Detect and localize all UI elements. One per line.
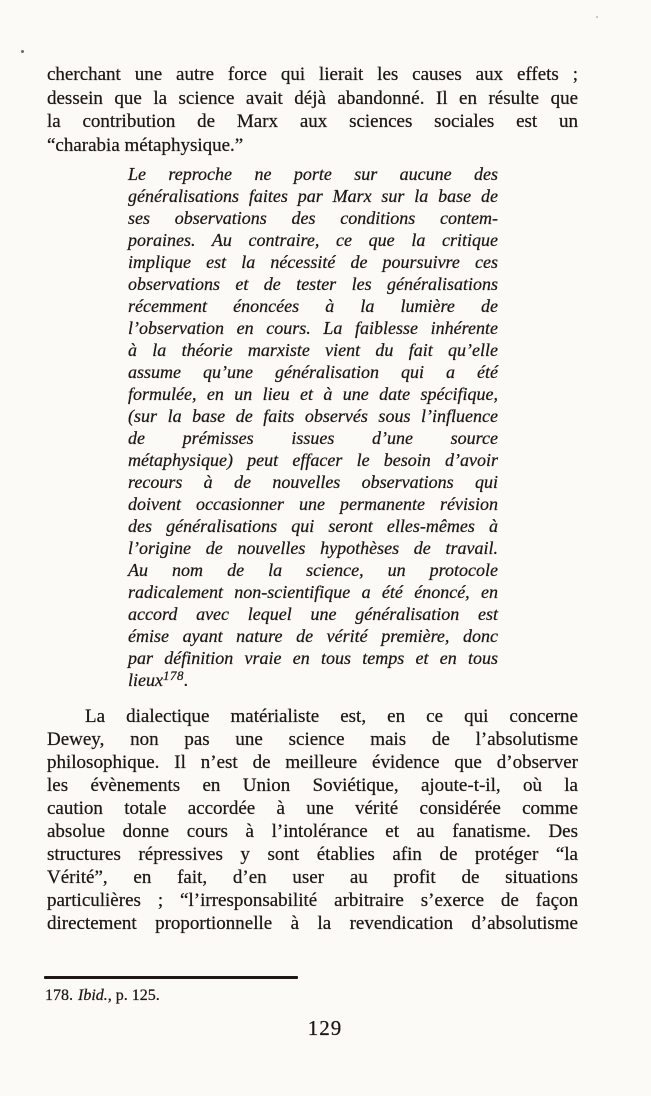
blockquote-last-period: . (183, 670, 189, 690)
text-line: récemment énoncées à la lumière de (128, 296, 498, 316)
blockquote-lines (128, 163, 498, 669)
text-line: des généralisations qui seront elles-mêmes à (128, 516, 498, 536)
text-line: ses observations des conditions contem- (128, 208, 498, 228)
text-line: à la théorie marxiste vient du fait qu’elle (128, 340, 498, 360)
scan-speck (21, 50, 24, 53)
scan-speck (596, 16, 598, 18)
text-line: de prémisses issues d’une source (128, 428, 498, 448)
text-line: structures répressives y sont établies afin de protéger “la (47, 844, 578, 865)
text-line: la contribution de Marx aux sciences sociales est un (47, 111, 578, 132)
text-line: l’observation en cours. La faiblesse inhérente (128, 318, 498, 338)
text-line: l’origine de nouvelles hypothèses de travail. (128, 538, 498, 558)
blockquote (128, 163, 498, 691)
footnote-source: Ibid. (78, 987, 108, 1004)
text-line: caution totale accordée à une vérité considérée comme (47, 798, 578, 819)
paragraph-opening (47, 63, 578, 157)
text-line: formulée, en un lieu et à une date spécifique, (128, 384, 498, 404)
blockquote-last-line (128, 669, 498, 691)
text-line: radicalement non-scientifique a été énoncé, en (128, 582, 498, 602)
text-line: doivent occasionner une permanente révision (128, 494, 498, 514)
paragraph-closing (47, 705, 578, 935)
blockquote-last-text: lieux (128, 670, 163, 690)
text-line: Au nom de la science, un protocole (128, 560, 498, 580)
text-line: les évènements en Union Soviétique, ajoute-t-il, où la (47, 775, 578, 796)
text-line: poraines. Au contraire, ce que la critique (128, 230, 498, 250)
text-line: dessein que la science avait déjà abandonné. Il en résulte que (47, 87, 578, 109)
text-line: observations et de tester les généralisations (128, 274, 498, 294)
text-line: assume qu’une généralisation qui a été (128, 362, 498, 382)
text-line: généralisations faites par Marx sur la base de (128, 186, 498, 206)
footnote (45, 986, 160, 1006)
footnote-locator: , p. 125. (107, 987, 160, 1004)
text-line: accord avec lequel une généralisation est (128, 604, 498, 624)
text-line: Vérité”, en fait, d’en user au profit de situations (47, 867, 578, 888)
text-line: La dialectique matérialiste est, en ce qui concerne (85, 706, 578, 727)
footnote-reference-178: 178 (162, 668, 184, 683)
text-line: particulières ; “l’irresponsabilité arbitraire s’exerce de façon (47, 890, 578, 911)
text-line: par définition vraie en tous temps et en tous (128, 648, 498, 668)
text-line: “charabia métaphysique.” (47, 134, 244, 156)
text-line: métaphysique) peut effacer le besoin d’avoir (128, 450, 498, 470)
text-line: directement proportionnelle à la revendication d’absolutisme (47, 913, 578, 934)
text-line: émise ayant nature de vérité première, donc (128, 626, 498, 646)
text-line: cherchant une autre force qui lierait les causes aux effets ; (47, 64, 578, 85)
text-line: Dewey, non pas une science mais de l’absolutisme (47, 729, 578, 750)
page-number: 129 (307, 1016, 343, 1040)
text-line: (sur la base de faits observés sous l’influence (128, 406, 498, 426)
text-line: implique est la nécessité de poursuivre ces (128, 252, 498, 272)
text-line: absolue donne cours à l’intolérance et au fanatisme. Des (47, 821, 578, 842)
footnote-number: 178. (45, 987, 73, 1004)
footnote-separator-rule (44, 976, 298, 979)
text-line: Le reproche ne porte sur aucune des (128, 164, 498, 184)
text-line: recours à de nouvelles observations qui (128, 472, 498, 492)
text-line: philosophique. Il n’est de meilleure évidence que d’observer (47, 752, 578, 773)
